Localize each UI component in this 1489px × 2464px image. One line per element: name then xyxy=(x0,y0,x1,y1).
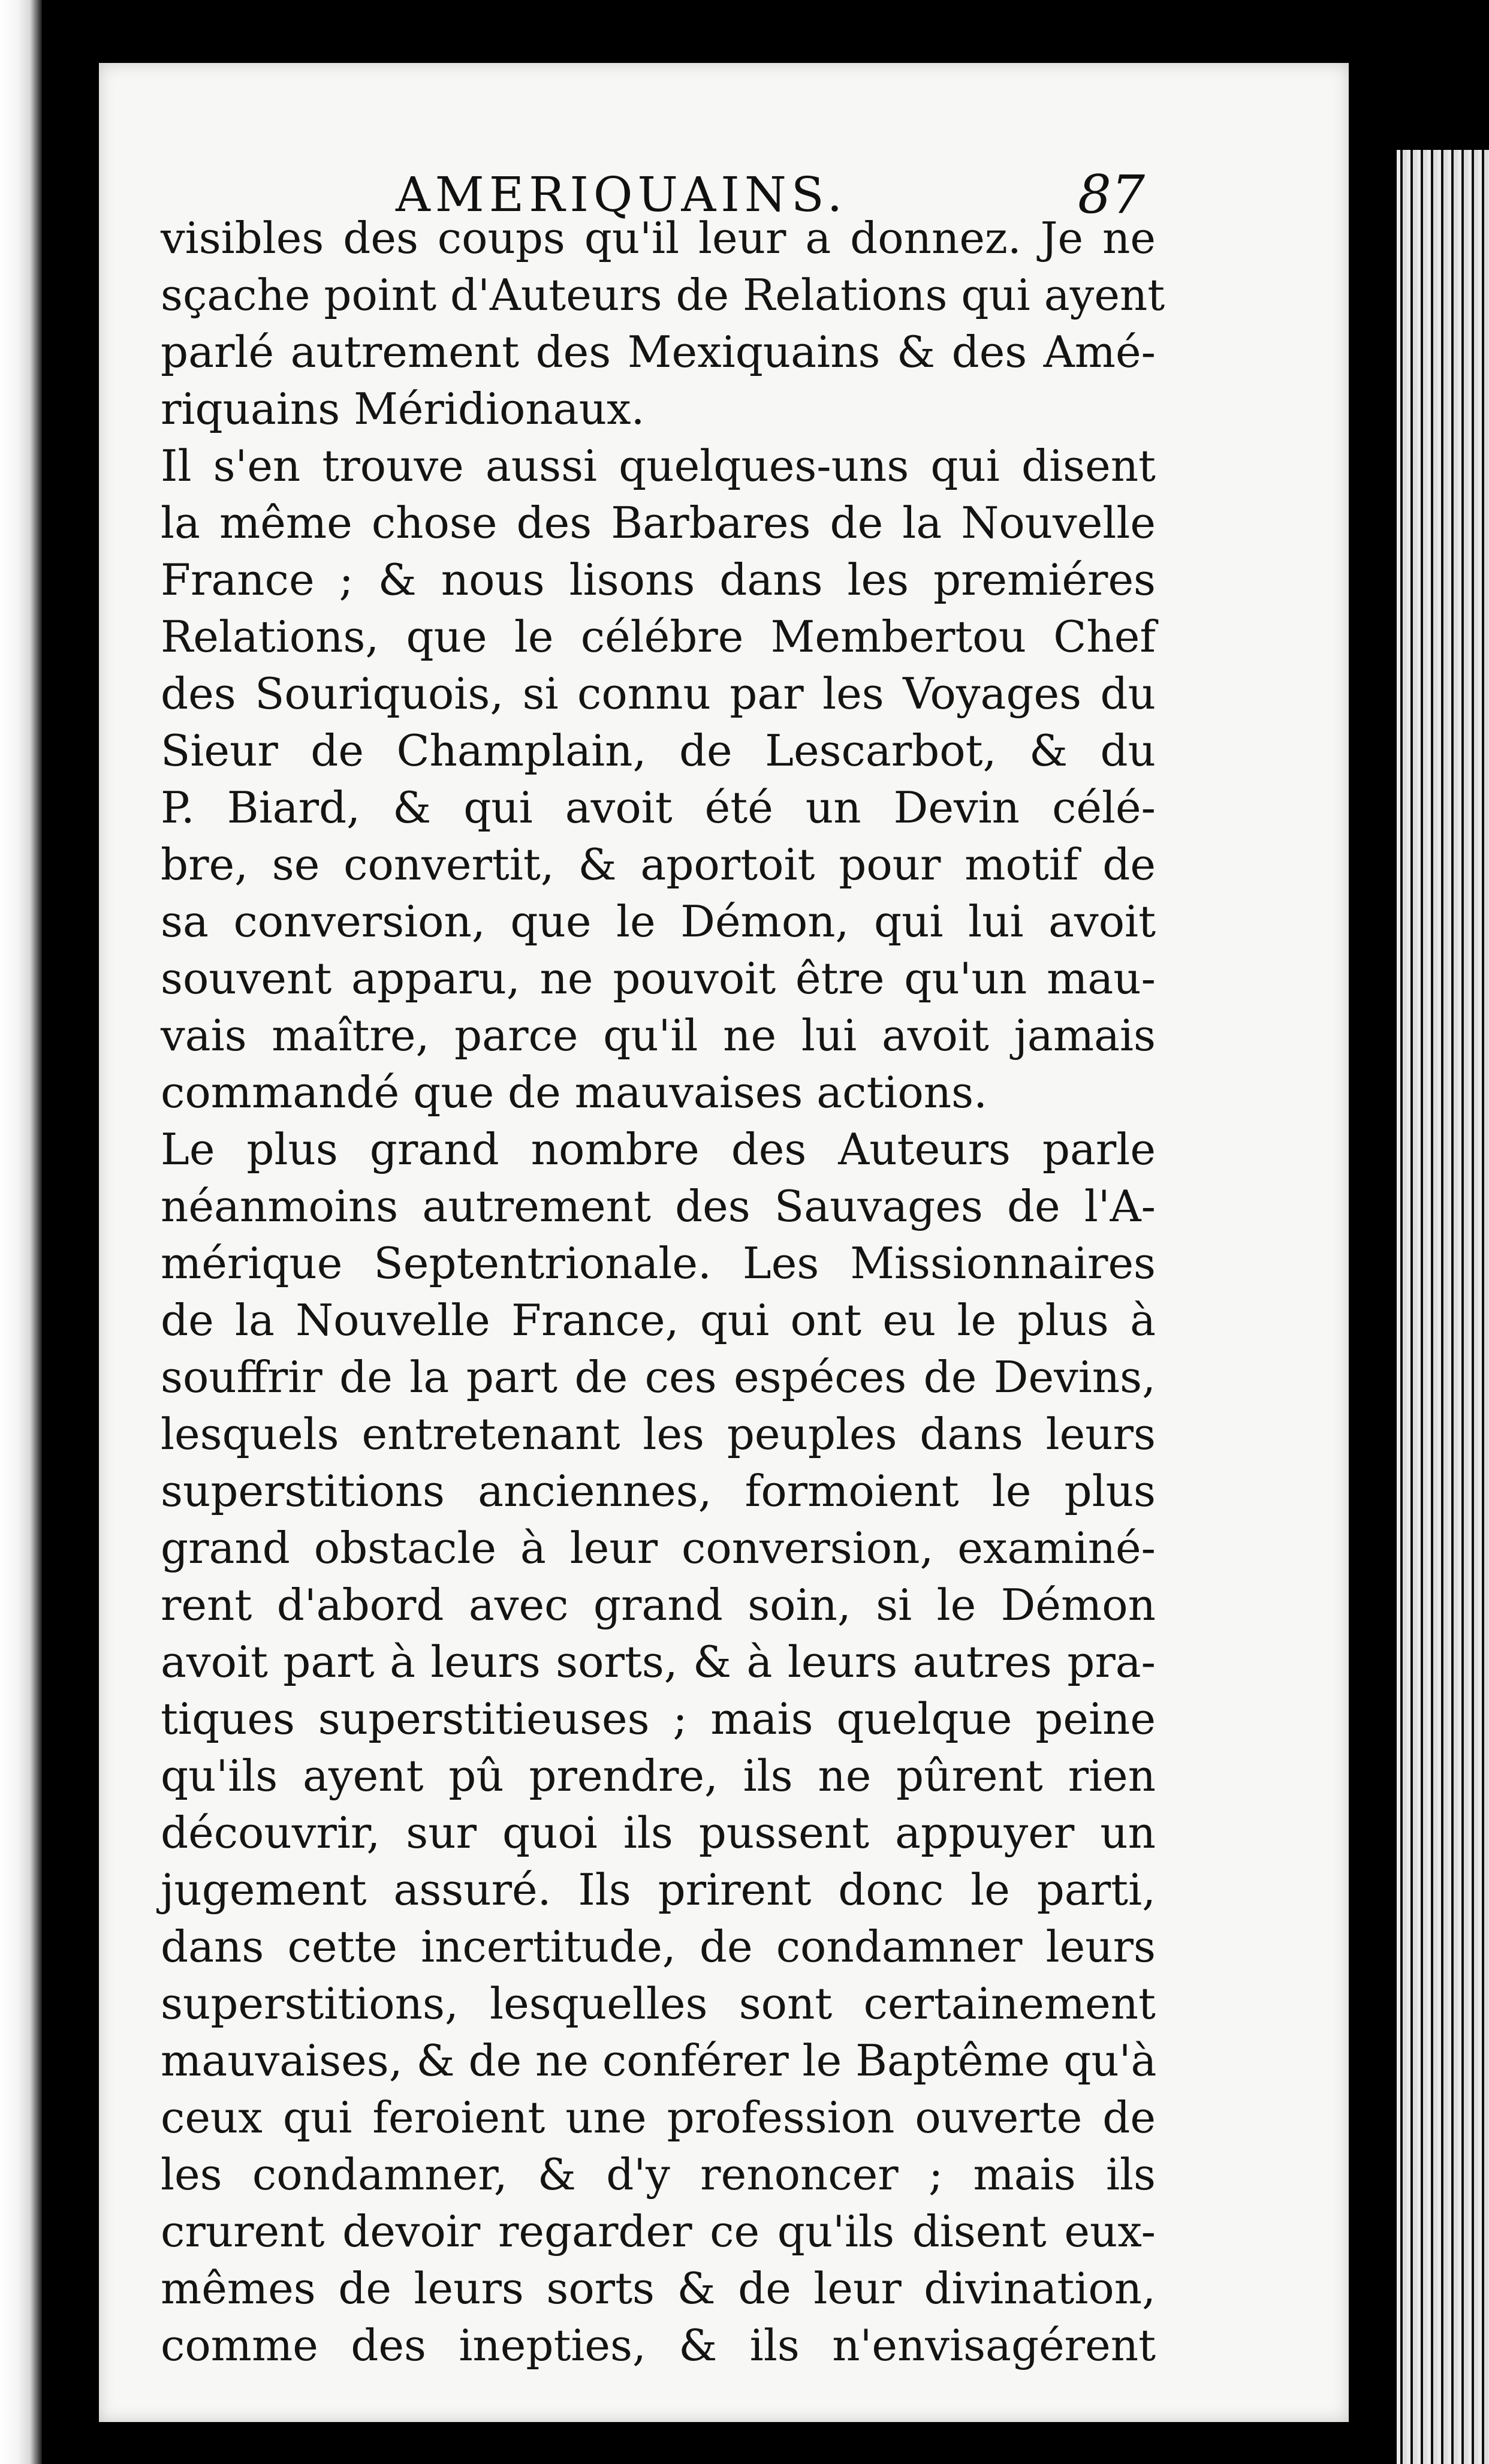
page-number: 87 xyxy=(1078,164,1145,225)
text-line: Sieur de Champlain, de Lescarbot, & du xyxy=(161,725,1156,776)
book-gutter-left xyxy=(0,0,42,2464)
text-line: de la Nouvelle France, qui ont eu le plus à xyxy=(161,1295,1156,1345)
text-line: souvent apparu, ne pouvoit être qu'un mau- xyxy=(161,953,1156,1004)
text-line: sa conversion, que le Démon, qui lui avoit xyxy=(161,896,1156,947)
text-line: sçache point d'Auteurs de Relations qui ayent xyxy=(161,270,1165,320)
text-line: souffrir de la part de ces espéces de Devins, xyxy=(161,1352,1156,1402)
text-line: néanmoins autrement des Sauvages de l'A- xyxy=(161,1181,1156,1231)
text-line: comme des inepties, & ils n'envisagérent xyxy=(161,2320,1156,2370)
text-line: riquains Méridionaux. xyxy=(161,384,645,434)
text-line: des Souriquois, si connu par les Voyages du xyxy=(161,668,1156,719)
text-line: découvrir, sur quoi ils pussent appuyer un xyxy=(161,1808,1156,1858)
text-line: grand obstacle à leur conversion, examiné- xyxy=(161,1523,1156,1573)
text-line: lesquels entretenant les peuples dans leurs xyxy=(161,1409,1156,1459)
text-line: Il s'en trouve aussi quelques-uns qui disent xyxy=(161,441,1156,491)
text-line: bre, se convertit, & aportoit pour motif de xyxy=(161,839,1156,890)
text-line: dans cette incertitude, de condamner leurs xyxy=(161,1921,1156,1972)
text-line: les condamner, & d'y renoncer ; mais ils xyxy=(161,2149,1156,2200)
text-line: visibles des coups qu'il leur a donnez. Je ne xyxy=(161,213,1156,263)
text-line: France ; & nous lisons dans les premiéres xyxy=(161,555,1156,605)
text-line: jugement assuré. Ils prirent donc le parti, xyxy=(161,1864,1156,1915)
text-line: mauvaises, & de ne conférer le Baptême qu'à xyxy=(161,2035,1157,2086)
text-line: crurent devoir regarder ce qu'ils disent eux- xyxy=(161,2206,1156,2257)
text-line: rent d'abord avec grand soin, si le Démon xyxy=(161,1580,1156,1630)
text-line: vais maître, parce qu'il ne lui avoit jamais xyxy=(161,1010,1156,1061)
text-line: ceux qui feroient une profession ouverte de xyxy=(161,2092,1156,2143)
text-line: commandé que de mauvaises actions. xyxy=(161,1067,988,1117)
page-edges-right xyxy=(1397,150,1489,2464)
page-title: AMERIQUAINS. xyxy=(396,167,848,222)
body-text xyxy=(161,210,1165,2374)
text-line: mérique Septentrionale. Les Missionnaires xyxy=(161,1238,1156,1288)
text-line: mêmes de leurs sorts & de leur divination, xyxy=(161,2263,1156,2314)
text-line: la même chose des Barbares de la Nouvelle xyxy=(161,498,1156,548)
text-line: P. Biard, & qui avoit été un Devin célé- xyxy=(161,782,1156,833)
text-line: tiques superstitieuses ; mais quelque peine xyxy=(161,1694,1156,1744)
text-line: qu'ils ayent pû prendre, ils ne pûrent rien xyxy=(161,1751,1156,1801)
text-line: Le plus grand nombre des Auteurs parle xyxy=(161,1124,1156,1174)
text-line: superstitions anciennes, formoient le plus xyxy=(161,1466,1156,1516)
text-line: Relations, que le célébre Membertou Chef xyxy=(161,612,1156,662)
text-line: avoit part à leurs sorts, & à leurs autres pra- xyxy=(161,1637,1156,1687)
text-line: parlé autrement des Mexiquains & des Amé- xyxy=(161,327,1156,377)
text-line: superstitions, lesquelles sont certainement xyxy=(161,1978,1156,2029)
